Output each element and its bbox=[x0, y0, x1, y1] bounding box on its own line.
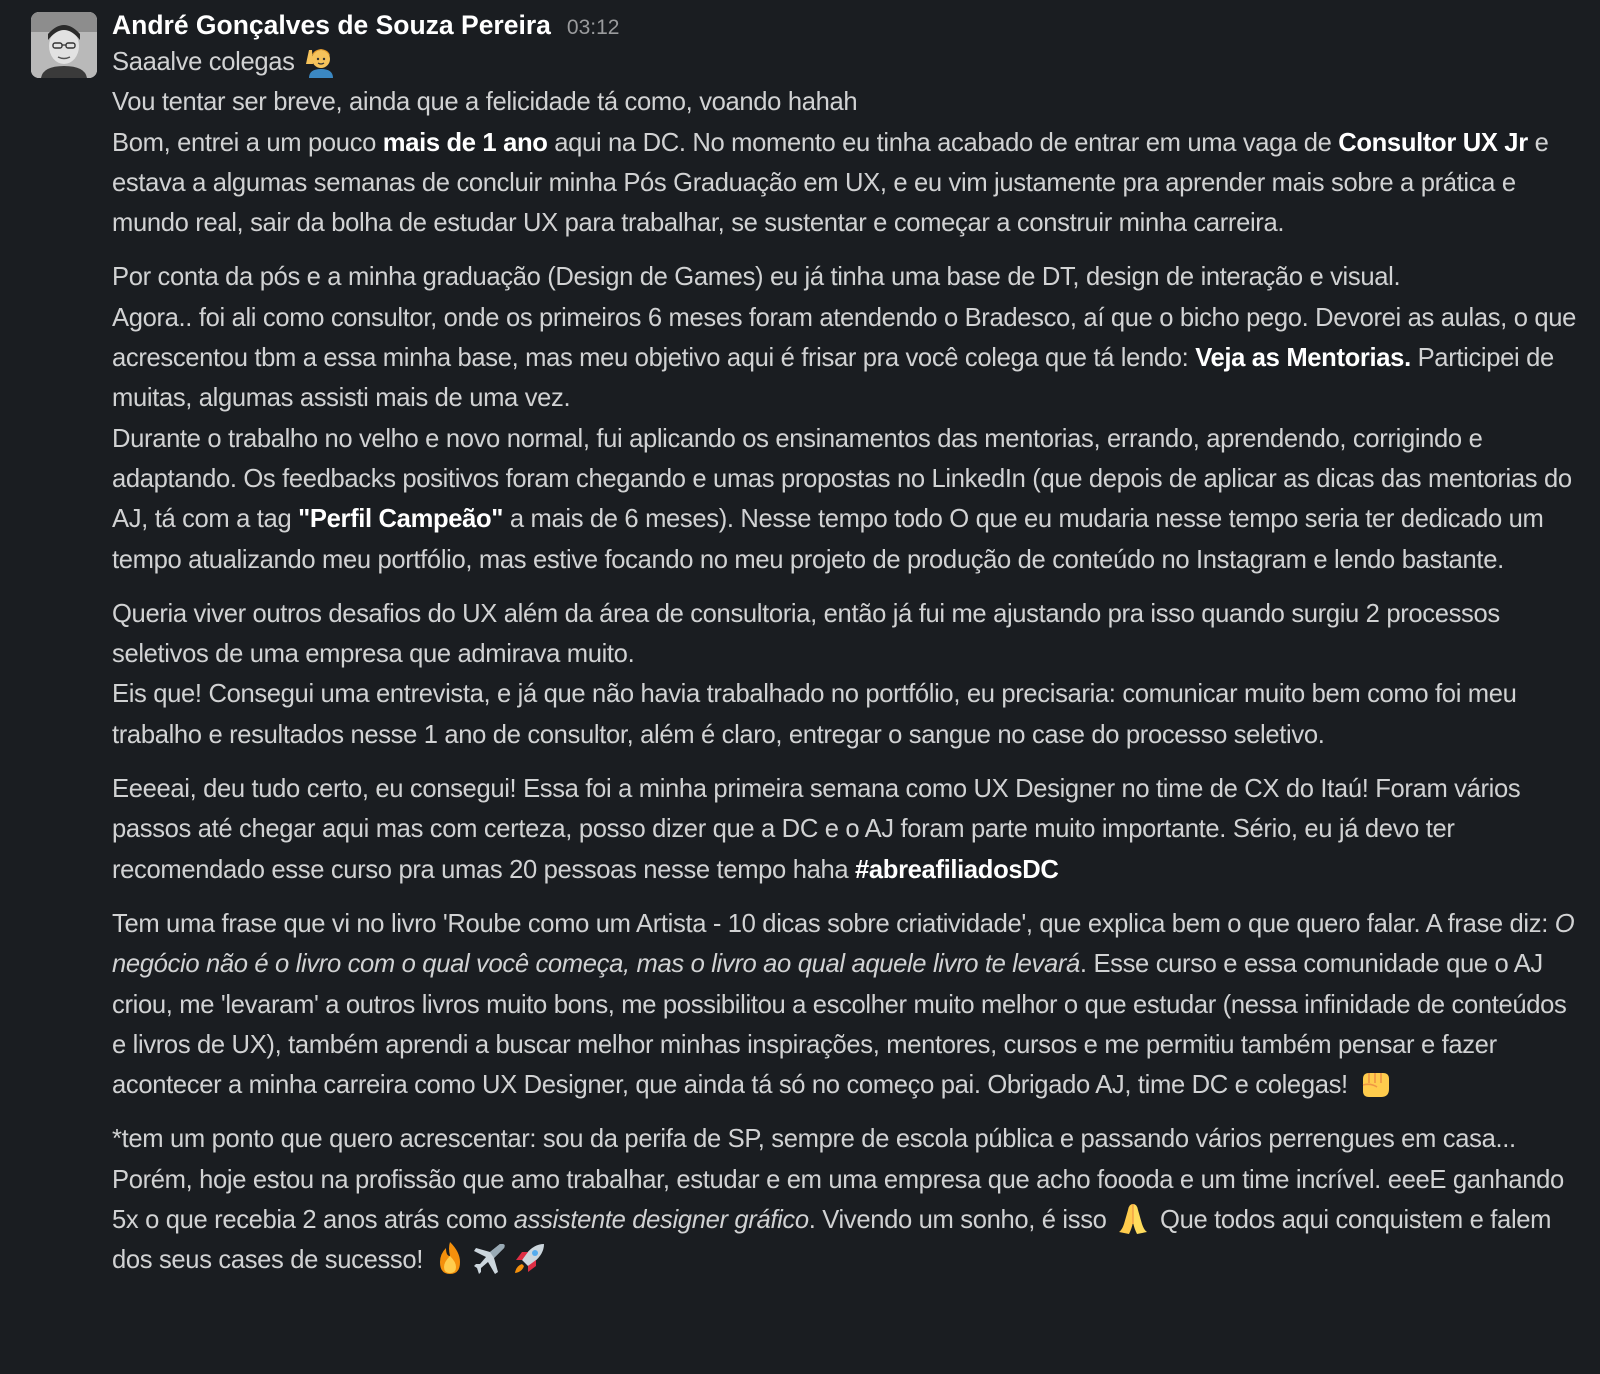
text: a mais de 6 meses). Nesse tempo todo O que eu mudaria nesse tempo seria ter dedicado um tempo atualizando meu portfólio, mas estive focando no meu projeto de produção de conteúdo no Instagram e lendo bastante. bbox=[112, 505, 1544, 574]
paragraph-2 bbox=[112, 257, 1580, 579]
text: Durante o trabalho no velho e novo normal, fui aplicando os ensinamentos das mentorias, errando, aprendendo, corrigindo e adaptando. Os feedbacks positivos foram chegando e umas propostas no LinkedIn (que depois de aplicar as dicas das mentorias do AJ, tá com a tag bbox=[112, 424, 1572, 534]
text: . Esse curso e essa comunidade que o AJ criou, me 'levaram' a outros livros muito bons, me possibilitou a escolher muito melhor o que estudar (nessa infinidade de conteúdos e livros de UX), também aprendi a buscar melhor minhas inspirações, mentores, cursos e me permitiu também pensar e fazer acontecer a minha carreira como UX Designer, que ainda tá só no começo pai. Obrigado AJ, time DC e colegas! bbox=[112, 950, 1567, 1100]
text: . Vivendo um sonho, é isso bbox=[808, 1206, 1107, 1235]
text: Bom, entrei a um pouco bbox=[112, 128, 383, 157]
text: Eeeeai, deu tudo certo, eu consegui! Essa foi a minha primeira semana como UX Designer no time de CX do Itaú! Foram vários passos até chegar aqui mas com certeza, posso dizer que a DC e o AJ foram parte muito importante. Sério, eu já devo ter recomendado esse curso pra umas 20 pessoas nesse tempo haha bbox=[112, 775, 1521, 884]
text: *tem um ponto que quero acrescentar: sou da perifa de SP, sempre de escola pública e passando vários perrengues em casa... Porém, hoje estou na profissão que amo trabalhar, estudar e em uma empresa que acho foooda e um time incrível. eeeE ganhando 5x o que recebia 2 anos atrás como bbox=[112, 1125, 1564, 1235]
line-intro: Vou tentar ser breve, ainda que a felicidade tá como, voando hahah bbox=[112, 88, 858, 117]
text: Eis que! Consegui uma entrevista, e já que não havia trabalhado no portfólio, eu precisaria: comunicar muito bem como foi meu trabalho e resultados nesse 1 ano de consultor, além é claro, entregar o sangue no case do processo seletivo. bbox=[112, 680, 1517, 749]
text: Participei de muitas, algumas assisti mais de uma vez. bbox=[112, 344, 1554, 413]
avatar[interactable] bbox=[31, 12, 97, 78]
message-header bbox=[112, 10, 1580, 42]
text: Agora.. foi ali como consultor, onde os primeiros 6 meses foram atendendo o Bradesco, aí que o bicho pego. Devorei as aulas, o que acrescentou tbm a essa minha base, mas meu objetivo aqui é frisar pra você colega que tá lendo: bbox=[112, 303, 1576, 373]
paragraph-6 bbox=[112, 1119, 1580, 1280]
avatar-image bbox=[31, 12, 97, 78]
paragraph-4 bbox=[112, 769, 1580, 890]
airplane-icon bbox=[472, 1240, 508, 1276]
fist-bump-icon bbox=[1357, 1065, 1393, 1101]
text: e estava a algumas semanas de concluir minha Pós Graduação em UX, e eu vim justamente pra aprender mais sobre a prática e mundo real, sair da bolha de estudar UX para trabalhar, se sustentar e começar a construir minha carreira. bbox=[112, 128, 1549, 238]
bold-text: mais de 1 ano bbox=[382, 128, 548, 157]
paragraph-5 bbox=[112, 904, 1580, 1105]
text: Queria viver outros desafios do UX além da área de consultoria, então já fui me ajustando pra isso quando surgiu 2 processos seletivos de uma empresa que admirava muito. bbox=[112, 599, 1500, 669]
text: aqui na DC. No momento eu tinha acabado de entrar em uma vaga de bbox=[547, 128, 1339, 157]
message-timestamp[interactable]: 03:12 bbox=[566, 16, 620, 39]
hashtag-link[interactable]: #abreafiliadosDC bbox=[855, 855, 1059, 884]
paragraph-3 bbox=[112, 594, 1580, 755]
text: Por conta da pós e a minha graduação (Design de Games) eu já tinha uma base de DT, design de interação e visual. bbox=[112, 263, 1401, 292]
line-start bbox=[112, 123, 1580, 244]
fire-icon bbox=[432, 1240, 468, 1276]
text: Que todos aqui conquistem e falem dos seus cases de sucesso! bbox=[112, 1206, 1552, 1275]
bold-text: Veja as Mentorias. bbox=[1195, 344, 1411, 373]
paragraph-1 bbox=[112, 42, 1580, 243]
italic-text: assistente designer gráfico bbox=[513, 1206, 809, 1235]
text: Tem uma frase que vi no livro 'Roube como um Artista - 10 dicas sobre criatividade', que explica bem o que quero falar. A frase diz: bbox=[112, 909, 1555, 938]
folded-hands-icon bbox=[1115, 1200, 1151, 1236]
italic-quote: O negócio não é o livro com o qual você começa, mas o livro ao qual aquele livro te levará bbox=[112, 909, 1575, 979]
bold-text: "Perfil Campeão" bbox=[298, 505, 504, 534]
person-raising-hand-icon bbox=[303, 42, 339, 78]
message-body bbox=[112, 42, 1580, 1281]
bold-text: Consultor UX Jr bbox=[1338, 128, 1528, 157]
greeting-text: Saaalve colegas bbox=[112, 48, 295, 76]
rocket-icon bbox=[512, 1240, 548, 1276]
author-name[interactable]: André Gonçalves de Souza Pereira bbox=[112, 10, 551, 40]
